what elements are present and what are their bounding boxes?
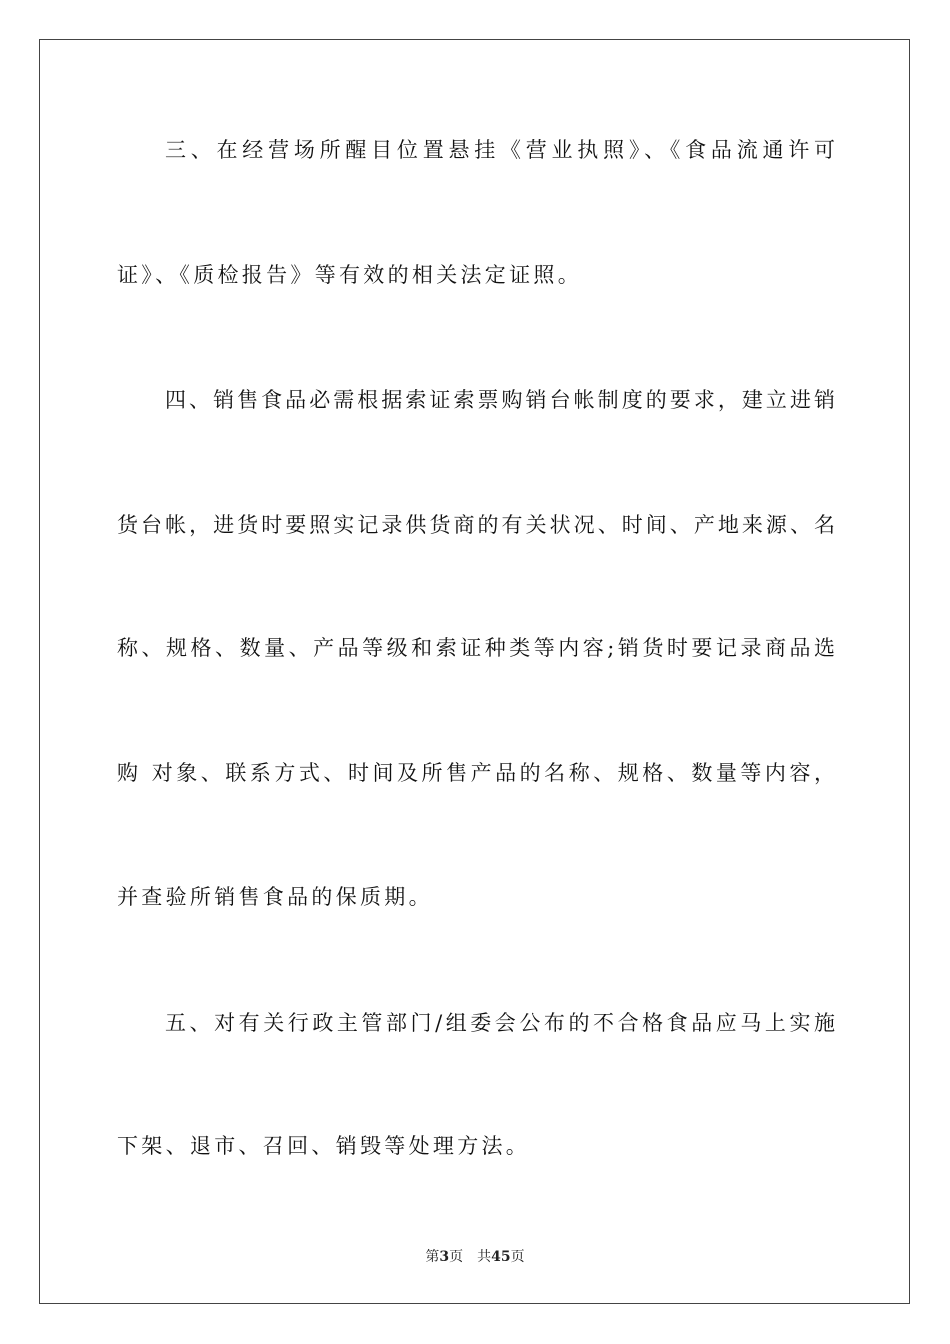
total-suffix: 页 [510, 1249, 525, 1265]
total-pages: 45 [491, 1249, 511, 1265]
paragraph-4-line-3: 称、规格、数量、产品等级和索证种类等内容;销货时要记录商品选 [117, 636, 835, 660]
page-prefix: 第 [425, 1249, 440, 1265]
paragraph-4-line-1: 四、销售食品必需根据索证索票购销台帐制度的要求，建立进销 [165, 388, 835, 412]
paragraph-4-line-2: 货台帐，进货时要照实记录供货商的有关状况、时间、产地来源、名 [117, 513, 835, 537]
paragraph-3-line-2: 证》、《质检报告》等有效的相关法定证照。 [117, 263, 582, 287]
total-prefix: 共 [477, 1249, 492, 1265]
page-border [39, 39, 910, 1304]
paragraph-4-line-5: 并查验所销售食品的保质期。 [117, 885, 433, 909]
paragraph-5-line-2: 下架、退市、召回、销毁等处理方法。 [117, 1134, 531, 1158]
page-suffix: 页 [449, 1249, 464, 1265]
paragraph-3-line-1: 三、在经营场所醒目位置悬挂《营业执照》、《食品流通许可 [165, 138, 835, 162]
page-footer [0, 1248, 950, 1266]
paragraph-5-line-1: 五、对有关行政主管部门/组委会公布的不合格食品应马上实施 [165, 1011, 835, 1035]
paragraph-4-line-4: 购 对象、联系方式、时间及所售产品的名称、规格、数量等内容， [117, 761, 835, 785]
page-number: 3 [439, 1249, 450, 1265]
